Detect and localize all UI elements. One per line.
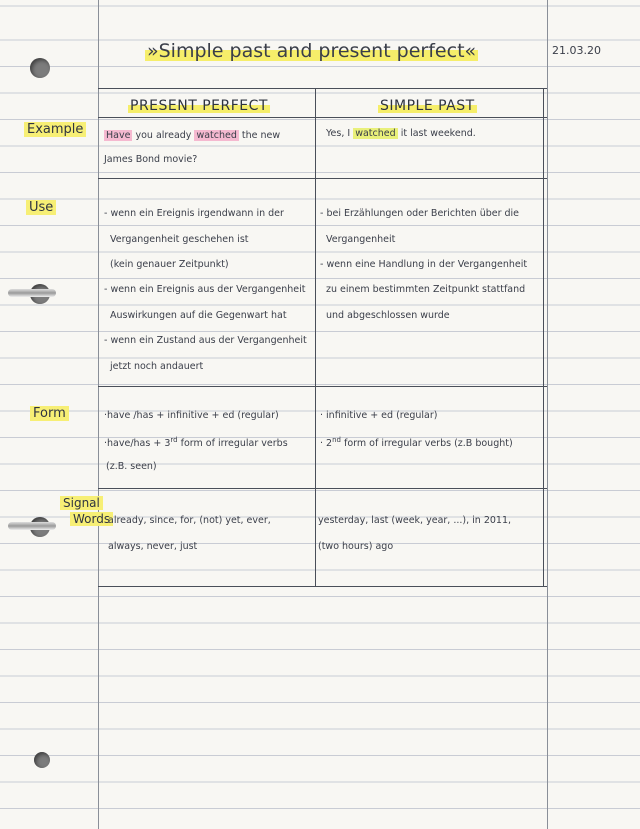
use-sp-line: - bei Erzählungen oder Berichten über die (320, 208, 520, 219)
binder-ring-lower (8, 522, 56, 530)
example-pp-watched: watched (196, 130, 237, 141)
row-separator-example (98, 178, 547, 179)
binder-ring-upper (8, 289, 56, 297)
table-bottom-border (98, 586, 547, 587)
use-sp-line: Vergangenheit (326, 234, 396, 245)
table-top-border (98, 88, 547, 89)
use-sp-line: zu einem bestimmten Zeitpunkt stattfand (326, 284, 526, 295)
example-sp-rest: it last weekend. (400, 128, 476, 139)
use-pp-line: - wenn ein Ereignis aus der Vergangenheit (104, 284, 306, 295)
use-pp-line: - wenn ein Zustand aus der Vergangenheit (104, 335, 307, 346)
use-sp-line: und abgeschlossen wurde (326, 310, 450, 321)
example-sp-yes-i: Yes, I (326, 128, 351, 139)
binder-hole-bottom (34, 752, 50, 768)
column-divider (315, 88, 316, 586)
example-sp-watched: watched (355, 128, 396, 139)
label-signal: Signal (60, 496, 103, 510)
signal-sp-line1: yesterday, last (week, year, ...), in 2011, (318, 515, 512, 526)
signal-pp-line1: already, since, for, (not) yet, ever, (108, 515, 271, 526)
example-sp-line1 (326, 128, 476, 139)
binder-hole-top (30, 58, 50, 78)
header-present-perfect: PRESENT PERFECT (130, 98, 268, 114)
use-sp-line: - wenn eine Handlung in der Vergangenheit (320, 259, 528, 270)
example-pp-you-already: you already (135, 130, 192, 141)
row-separator-form (98, 488, 547, 489)
right-margin-line (547, 0, 548, 829)
table-right-border (543, 88, 544, 586)
example-pp-line2: James Bond movie? (104, 154, 198, 165)
example-pp-have: Have (106, 130, 131, 141)
form-pp-line1: ·have /has + infinitive + ed (regular) (104, 410, 279, 421)
use-pp-line: - wenn ein Ereignis irgendwann in der (104, 208, 284, 219)
example-pp-line1 (104, 130, 280, 141)
page-title: »Simple past and present perfect« (147, 40, 477, 62)
form-sp-line1: · infinitive + ed (regular) (320, 410, 438, 421)
header-simple-past: SIMPLE PAST (380, 98, 475, 114)
label-use: Use (26, 200, 56, 215)
signal-pp-line2: always, never, just (108, 541, 198, 552)
label-words: Words (70, 512, 113, 526)
date: 21.03.20 (552, 44, 601, 57)
form-pp-line3: (z.B. seen) (106, 461, 157, 472)
row-separator-use (98, 386, 547, 387)
use-pp-line: Vergangenheit geschehen ist (110, 234, 249, 245)
form-sp-line2: · 2nd form of irregular verbs (z.B bought) (320, 436, 513, 450)
left-margin-line (98, 0, 99, 829)
label-example: Example (24, 122, 86, 137)
use-pp-line: Auswirkungen auf die Gegenwart hat (110, 310, 287, 321)
example-pp-the-new: the new (241, 130, 281, 141)
use-pp-line: jetzt noch andauert (110, 361, 204, 372)
signal-sp-line2: (two hours) ago (318, 541, 394, 552)
use-pp-line: (kein genauer Zeitpunkt) (110, 259, 229, 270)
label-form: Form (30, 406, 69, 421)
header-separator (98, 117, 547, 118)
form-pp-line2: ·have/has + 3rd form of irregular verbs (104, 436, 288, 450)
